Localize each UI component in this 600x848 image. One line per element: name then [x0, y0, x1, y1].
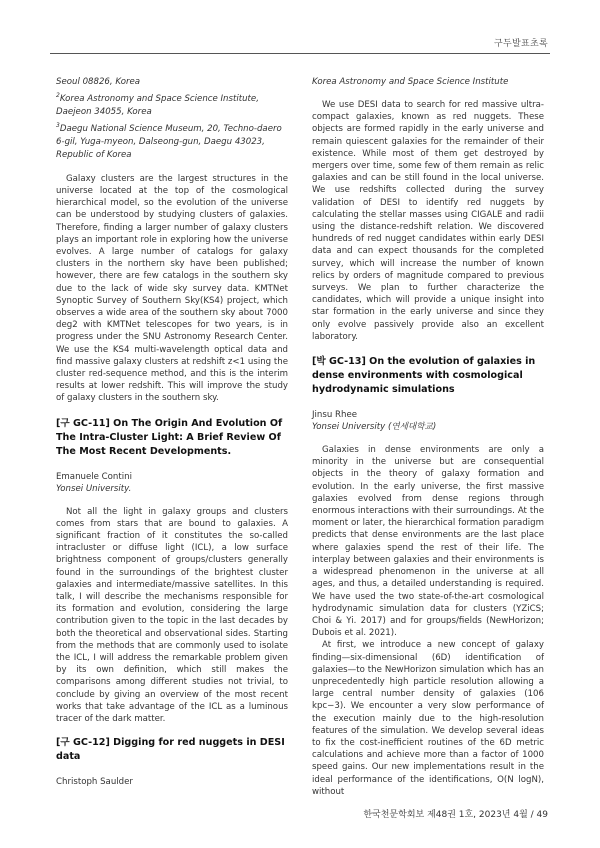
abstract-paragraph: At first, we introduce a new concept of galaxy finding—six-dimensional (6D) identification of galaxies—to the NewHorizon simulation which has an unprecedentedly high particle resolution allowing a large central number density of galaxies (106 kpc−3). We encounter a very slow performance of the execution mainly due to the high-resolution features of the simulation. We develop several ideas to fix the cost-inefficient routines of the 6D metric calculations and achieve more than a factor of 1000 speed gains. Our new implementations result in the ideal performance of the identifications, O(N logN), without [312, 640, 544, 797]
affiliation-line: Republic of Korea [56, 149, 132, 160]
header-divider [50, 53, 550, 54]
left-column [56, 76, 288, 788]
author-affiliation: Korea Astronomy and Space Science Institute [312, 77, 509, 87]
abstract-title-gc13: [박 GC-13] On the evolution of galaxies in dense environments with cosmological hydrodynamic simulations [312, 356, 536, 396]
right-column [312, 76, 544, 798]
affiliation-line: Daejeon 34055, Korea [56, 106, 152, 117]
author-affiliation: Yonsei University (연세대학교) [312, 422, 437, 433]
affiliation-line: $^2$Korea Astronomy and Space Science Institute, [56, 92, 259, 104]
superscript-3: 3 [56, 121, 60, 129]
affiliation-line: $^3$Daegu National Science Museum, 20, Techno-daero [56, 121, 282, 134]
abstract-title-gc12: [구 GC-12] Digging for red nuggets in DESI data [56, 737, 285, 763]
abstract-paragraph: Not all the light in galaxy groups and clusters comes from stars that are bound to galaxies. A significant fraction of it constitutes the so-called intracluster or diffuse light (ICL), a low surface brightness component of groups/clusters generally found in the surroundings of the brightest cluster galaxies and intermediate/massive satellites. In this talk, I will describe the mechanisms responsible for its formation and evolution, considering the large contribution given to the topic in the last decades by both the theoretical and observational sides. Starting from the methods that are commonly used to isolate the ICL, I will address the remarkable problem given by its own definition, which still makes the comparisons among different studies not trivial, to conclude by giving an overview of the most recent works that take advantage of the ICL as a luminous tracer of the dark matter. [56, 506, 288, 725]
affiliation-line: 6-gil, Yuga-myeon, Dalseong-gun, Daegu 43023, [56, 136, 265, 147]
superscript-2: 2 [56, 92, 60, 99]
page-footer: 한국천문학회보 제48권 1호, 2023년 4월 / 49 [363, 810, 548, 820]
abstract-paragraph: Galaxies in dense environments are only a minority in the universe but are consequential objects in the theory of galaxy formation and evolution. In the early universe, the first massive galaxies evolved from dense regions through enormous interactions with their surroundings. At the moment or later, the hierarchical formation paradigm predicts that dense environments are the last place where galaxies spend the rest of their life. The interplay between galaxies and their environments is a widespread phenomenon in the universe at all ages, and thus, a detailed understanding is required. We have used the two state-of-the-art cosmological hydrodynamic simulation data for clusters (YZiCS; Choi & Yi. 2017) and for groups/fields (NewHorizon; Dubois et al. 2021). [312, 445, 544, 639]
author-affiliation: Yonsei University. [56, 483, 132, 494]
author-name: Jinsu Rhee [312, 410, 358, 421]
affiliation-line: Seoul 08826, Korea [56, 77, 141, 87]
author-name: Christoph Saulder [56, 777, 133, 788]
affiliation-block [56, 76, 288, 162]
abstract-paragraph: Galaxy clusters are the largest structures in the universe located at the top of the cosmological hierarchical model, so the evolution of the universe can be understood by studying clusters of galaxies. Therefore, finding a larger number of galaxy clusters plays an important role in exploring how the universe evolves. A large number of catalogs for galaxy clusters in the northern sky have been published; however, there are few catalogs in the southern sky due to the lack of wide sky survey data. KMTNet Synoptic Survey of Southern Sky(KS4) project, which observes a wide area of the southern sky about 7000 deg2 with KMTNet telescopes for two years, is in progress under the SNU Astronomy Research Center. We use the KS4 multi-wavelength optical data and find massive galaxy clusters at redshift z<1 using the cluster red-sequence method, and this is the interim results at lower redshift. This will improve the study of galaxy clusters in the southern sky. [56, 173, 288, 404]
running-header: 구두발표초록 [494, 39, 548, 49]
abstract-paragraph: We use DESI data to search for red massive ultra-compact galaxies, known as red nuggets. These objects are formed rapidly in the early universe and remain quiescent galaxies for the remainder of their existence. While most of them get destroyed by mergers over time, some few of them remain as relic galaxies and can be still found in the local universe. We use redshifts collected during the survey validation of DESI to identify red nuggets by calculating the stellar masses using CIGALE and radii using the distance-redshift relation. We discovered hundreds of red nugget candidates within early DESI data and can expect thousands for the completed survey, which will increase the number of known relics by orders of magnitude compared to previous surveys. We plan to further characterize the candidates, which will provide a unique insight into star formation in the early universe and since they only evolve passively provide also an excellent laboratory. [312, 100, 544, 342]
abstract-title-gc11: [구 GC-11] On The Origin And Evolution Of The Intra-Cluster Light: A Brief Review Of The Most Recent Developments. [56, 417, 283, 457]
author-name: Emanuele Contini [56, 471, 132, 482]
